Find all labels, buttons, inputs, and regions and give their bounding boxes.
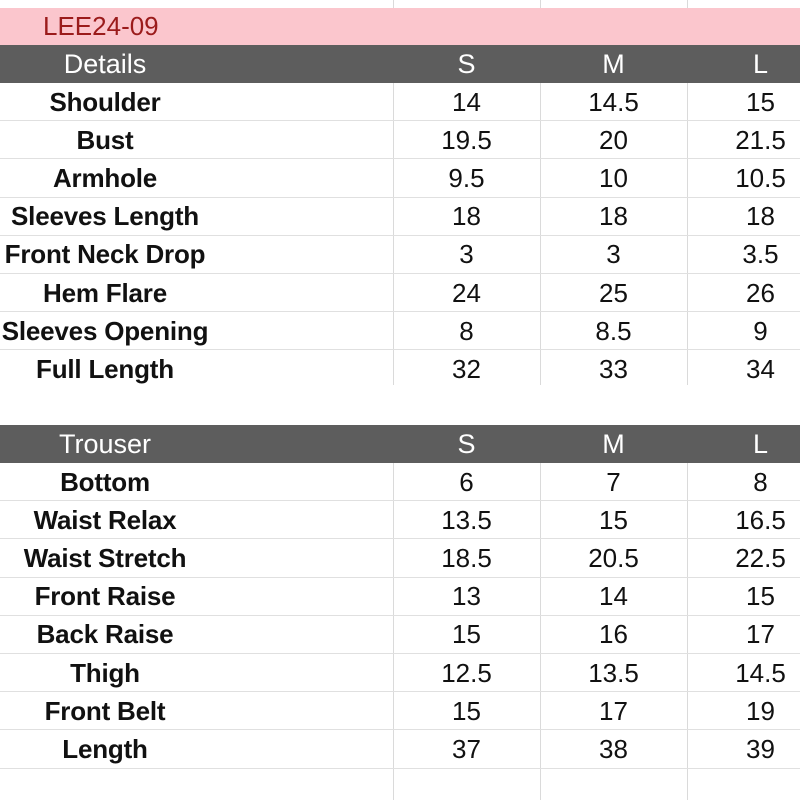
size-s-value[interactable]: 3 xyxy=(459,239,474,270)
size-m-header[interactable]: M xyxy=(602,428,625,459)
size-l-value[interactable]: 3.5 xyxy=(742,239,779,270)
size-l-header[interactable]: L xyxy=(752,48,769,79)
size-l-value[interactable]: 15 xyxy=(746,581,775,612)
table-row xyxy=(0,159,800,197)
size-s-value[interactable]: 6 xyxy=(459,466,474,497)
size-s-value[interactable]: 37 xyxy=(452,733,481,764)
measurement-label[interactable]: Hem Flare xyxy=(43,277,167,308)
size-l-header[interactable]: L xyxy=(752,428,769,459)
row-divider xyxy=(0,768,800,769)
measurement-label[interactable]: Bottom xyxy=(60,466,150,497)
measurement-label[interactable]: Front Raise xyxy=(34,581,176,612)
size-s-value[interactable]: 14 xyxy=(452,86,481,117)
table-row xyxy=(0,121,800,159)
table-row xyxy=(0,654,800,692)
size-s-header[interactable]: S xyxy=(457,48,476,79)
size-m-value[interactable]: 14 xyxy=(599,581,628,612)
details-header-row xyxy=(0,45,800,83)
measurement-label[interactable]: Back Raise xyxy=(36,619,174,650)
size-l-value[interactable]: 9 xyxy=(753,315,768,346)
size-s-header[interactable]: S xyxy=(457,428,476,459)
size-m-value[interactable]: 17 xyxy=(599,695,628,726)
size-l-value[interactable]: 10.5 xyxy=(735,162,786,193)
size-s-value[interactable]: 8 xyxy=(459,315,474,346)
size-m-value[interactable]: 20 xyxy=(599,124,628,155)
measurement-label[interactable]: Armhole xyxy=(52,162,158,193)
measurement-label[interactable]: Bust xyxy=(76,124,134,155)
table-row xyxy=(0,463,800,501)
size-m-value[interactable]: 20.5 xyxy=(588,542,639,573)
size-l-value[interactable]: 39 xyxy=(746,733,775,764)
measurement-label[interactable]: Shoulder xyxy=(49,86,161,117)
table-row xyxy=(0,730,800,768)
table-row xyxy=(0,578,800,616)
measurement-label[interactable]: Length xyxy=(62,733,148,764)
size-s-value[interactable]: 18 xyxy=(452,201,481,232)
table-row xyxy=(0,350,800,388)
size-l-value[interactable]: 17 xyxy=(746,619,775,650)
size-s-value[interactable]: 13 xyxy=(452,581,481,612)
title-row xyxy=(0,8,800,45)
measurement-label[interactable]: Full Length xyxy=(36,353,174,384)
table-row xyxy=(0,692,800,730)
size-l-value[interactable]: 22.5 xyxy=(735,542,786,573)
size-s-value[interactable]: 9.5 xyxy=(448,162,485,193)
measurement-label[interactable]: Thigh xyxy=(70,657,140,688)
measurement-label[interactable]: Waist Relax xyxy=(33,504,177,535)
size-s-value[interactable]: 18.5 xyxy=(441,542,492,573)
size-m-value[interactable]: 7 xyxy=(606,466,621,497)
size-m-value[interactable]: 14.5 xyxy=(588,86,639,117)
size-l-value[interactable]: 18 xyxy=(746,201,775,232)
size-s-value[interactable]: 32 xyxy=(452,353,481,384)
size-s-value[interactable]: 24 xyxy=(452,277,481,308)
size-s-value[interactable]: 15 xyxy=(452,619,481,650)
size-s-value[interactable]: 15 xyxy=(452,695,481,726)
size-s-value[interactable]: 19.5 xyxy=(441,124,492,155)
table-row xyxy=(0,312,800,350)
size-m-value[interactable]: 15 xyxy=(599,504,628,535)
details-header-label[interactable]: Details xyxy=(63,48,147,79)
size-m-value[interactable]: 10 xyxy=(599,162,628,193)
size-m-value[interactable]: 25 xyxy=(599,277,628,308)
table-row xyxy=(0,198,800,236)
size-m-value[interactable]: 18 xyxy=(599,201,628,232)
size-l-value[interactable]: 15 xyxy=(746,86,775,117)
trouser-header-row xyxy=(0,425,800,463)
size-m-header[interactable]: M xyxy=(602,48,625,79)
size-l-value[interactable]: 16.5 xyxy=(735,504,786,535)
product-code[interactable]: LEE24-09 xyxy=(43,11,159,41)
size-l-value[interactable]: 14.5 xyxy=(735,657,786,688)
table-row xyxy=(0,83,800,121)
size-l-value[interactable]: 8 xyxy=(753,466,768,497)
measurement-label[interactable]: Waist Stretch xyxy=(23,542,187,573)
size-s-value[interactable]: 13.5 xyxy=(441,504,492,535)
size-l-value[interactable]: 34 xyxy=(746,353,775,384)
size-m-value[interactable]: 38 xyxy=(599,733,628,764)
measurement-label[interactable]: Front Neck Drop xyxy=(4,239,206,270)
size-s-value[interactable]: 12.5 xyxy=(441,657,492,688)
measurement-label[interactable]: Sleeves Length xyxy=(11,201,199,232)
size-m-value[interactable]: 13.5 xyxy=(588,657,639,688)
trouser-header-label[interactable]: Trouser xyxy=(58,428,152,459)
measurement-label[interactable]: Front Belt xyxy=(44,695,166,726)
size-l-value[interactable]: 19 xyxy=(746,695,775,726)
size-m-value[interactable]: 8.5 xyxy=(595,315,632,346)
size-m-value[interactable]: 33 xyxy=(599,353,628,384)
spacer-row xyxy=(0,385,800,425)
table-row xyxy=(0,236,800,274)
table-row xyxy=(0,539,800,577)
measurement-label[interactable]: Sleeves Opening xyxy=(1,315,209,346)
size-l-value[interactable]: 21.5 xyxy=(735,124,786,155)
size-l-value[interactable]: 26 xyxy=(746,277,775,308)
size-m-value[interactable]: 3 xyxy=(606,239,621,270)
table-row xyxy=(0,501,800,539)
table-row xyxy=(0,274,800,312)
table-row xyxy=(0,616,800,654)
size-m-value[interactable]: 16 xyxy=(599,619,628,650)
